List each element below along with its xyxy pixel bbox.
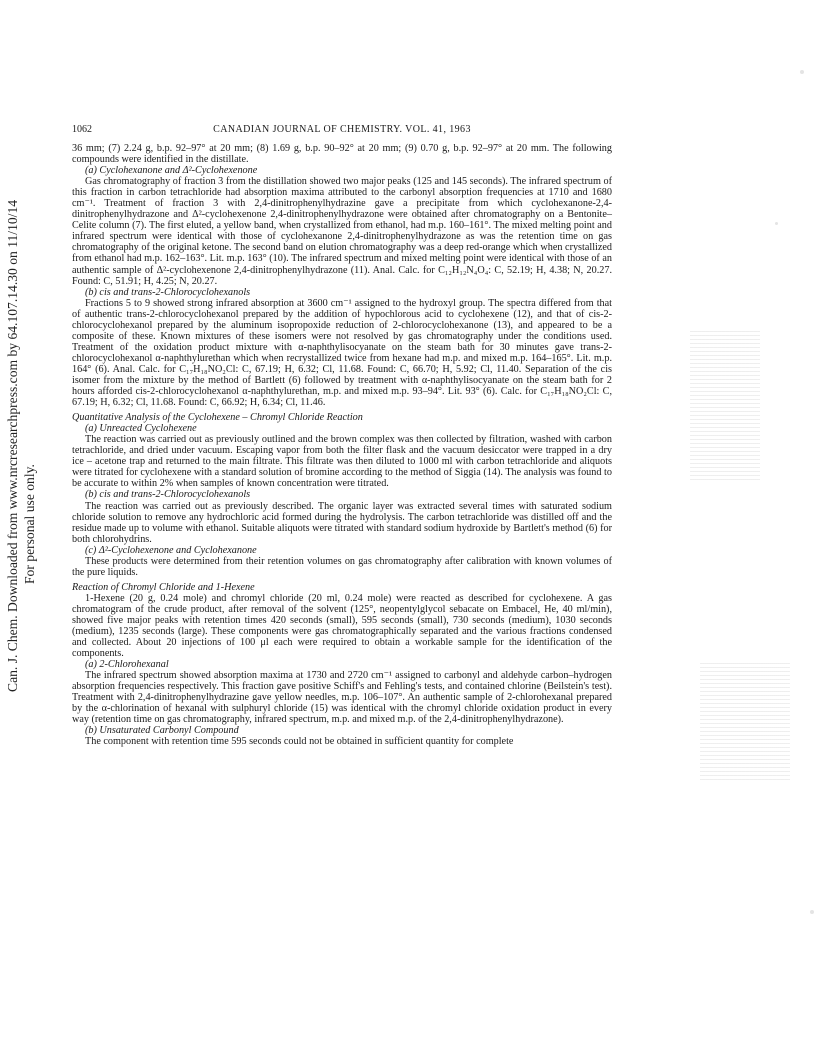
subheading-chlorohexanal: (a) 2-Chlorohexanal bbox=[85, 659, 169, 671]
download-notice bbox=[0, 199, 56, 692]
paragraph: Fractions 5 to 9 showed strong infrared absorption at 3600 cm⁻¹ assigned to the hydroxyl group. The spectra differed from that of authentic trans-2-chlorocyclohexanol prepared by the addition of hypochlorous acid to cyclohexene (12), and that of cis-2-chlorocyclohexanol prepared by the aluminum isopropoxide reduction of 2-chlorocyclohexanone (13), and appeared to be a composite of these. Known mixtures of these isomers were not resolved by gas chromatography under the conditions used. Treatment of the oxidation product mixture with α-naphthylisocyanate on the steam bath for 30 minutes gave trans-2-chlorocyclohexanol α-naphthylurethan which when recrystallized twice from hexane had m.p. and mixed m.p. 164–165°. Lit. m.p. 164° (6). Anal. Calc. for C₁₇H₁₈NO₂Cl: C, 67.19; H, 6.32; Cl, 11.68. Found: C, 66.70; H, 5.92; Cl, 11.40. Separation of the cis isomer from the mixture by the method of Bartlett (6) followed by treatment with α-naphthylisocyanate on the steam bath for 2 hours afforded cis-2-chlorocyclohexanol α-naphthylurethan, m.p. and mixed m.p. 93–94°. Lit. 93° (6). Calc. for C₁₇H₁₈NO₂Cl: C, 67.19; H, 6.32; Cl, 11.68. Found: C, 66.92; H, 6.34; Cl, 11.46. bbox=[72, 297, 612, 409]
paragraph: 1-Hexene (20 g, 0.24 mole) and chromyl chloride (20 ml, 0.24 mole) were reacted as described for cyclohexene. A gas chromatogram of the crude product, after removal of the solvent (125°, neopentylglycol sebacate on Embacel, He, 40 ml/min), showed five major peaks with retention times 420 seconds (small), 595 seconds (small), 730 seconds (medium), 1030 seconds (medium), 1235 seconds (large). These components were gas chromatographically separated and the various fractions condensed and collected. About 20 injections of 100 μl each were required to obtain a workable sample for the identification of the components. bbox=[72, 592, 612, 660]
subheading-unsaturated-carbonyl: (b) Unsaturated Carbonyl Compound bbox=[85, 725, 239, 737]
journal-title: CANADIAN JOURNAL OF CHEMISTRY. VOL. 41, 1963 bbox=[213, 124, 471, 135]
paragraph: 36 mm; (7) 2.24 g, b.p. 92–97° at 20 mm; (8) 1.69 g, b.p. 90–92° at 20 mm; (9) 0.70 g, b.p. 92–97° at 20 mm. The following compounds were identified in the distillate. bbox=[72, 143, 612, 166]
subheading-unreacted-cyclohexene: (a) Unreacted Cyclohexene bbox=[85, 423, 197, 435]
subheading-chlorocyclohexanols: (b) cis and trans-2-Chlorocyclohexanols bbox=[85, 286, 251, 298]
scan-speck bbox=[775, 222, 778, 225]
article-page bbox=[72, 124, 612, 748]
paragraph: Gas chromatography of fraction 3 from the distillation showed two major peaks (125 and 145 seconds). The infrared spectrum of this fraction in carbon tetrachloride had absorption maxima attributed to the carbonyl absorption frequencies at 1710 and 1680 cm⁻¹. Treatment of fraction 3 with 2,4-dinitrophenylhydrazine gave a precipitate from which cyclohexanone-2,4-dinitrophenylhydrazone and Δ²-cyclohexenone 2,4-dinitrophenylhydrazone were obtained after chromatography on a Bentonite–Celite column (7). The first eluted, a yellow band, when crystallized from ethanol, had m.p. 160–161°. The mixed melting point and infrared spectrum were identical with those of cyclohexanone 2,4-dinitrophenylhydrazone as was the retention time on gas chromatography of the original ketone. The second band on elution chromatography was a deep red-orange which when crystallized from ethanol had m.p. 162–163°. Lit. m.p. 163° (10). The infrared spectrum and mixed melting point were identical with those of an authentic sample of Δ²-cyclohexenone 2,4-dinitrophenylhydrazone (11). Anal. Calc. for C₁₂H₁₂N₄O₄: C, 52.19; H, 4.38; N, 20.27. Found: C, 51.91; H, 4.25; N, 20.27. bbox=[72, 176, 612, 287]
section-heading-quantitative-analysis: Quantitative Analysis of the Cyclohexene – Chromyl Chloride Reaction bbox=[72, 412, 363, 424]
paragraph: The reaction was carried out as previously described. The organic layer was extracted several times with saturated sodium chloride solution to remove any hydrochloric acid formed during the hydrolysis. The carbon tetrachloride was distilled off and the residue made up to volume with ethanol. Suitable aliquots were titrated with standard sodium hydroxide by Bartlett's method (6) for both chlorohydrins. bbox=[72, 500, 612, 545]
subheading-cyclohexanone: (a) Cyclohexanone and Δ²-Cyclohexenone bbox=[85, 165, 258, 177]
running-head bbox=[72, 124, 612, 135]
subheading-cyclohexenone: (c) Δ²-Cyclohexenone and Cyclohexanone bbox=[85, 544, 257, 556]
scan-speck bbox=[810, 910, 814, 914]
subheading-chlorocyclohexanols: (b) cis and trans-2-Chlorocyclohexanols bbox=[85, 489, 251, 501]
scan-artifact bbox=[700, 660, 790, 780]
download-notice-line-1: Can. J. Chem. Downloaded from www.nrcresearchpress.com by 64.107.14.30 on 11/10/14 bbox=[5, 199, 20, 692]
paragraph: The component with retention time 595 seconds could not be obtained in sufficient quantity for complete bbox=[85, 736, 514, 748]
page-number: 1062 bbox=[72, 124, 92, 135]
paragraph: The reaction was carried out as previously outlined and the brown complex was then collected by filtration, washed with carbon tetrachloride, and dried under vacuum. Escaping vapor from both the filter flask and the vacuum desiccator were trapped in a dry ice – acetone trap and returned to the main filtrate. This filtrate was then diluted to 1000 ml with carbon tetrachloride and aliquots were titrated for cyclohexene with a standard solution of bromine according to the method of Siggia (14). The analysis was found to be accurate to within 2% when samples of known concentration were titrated. bbox=[72, 434, 612, 490]
scan-speck bbox=[800, 70, 804, 74]
download-notice-line-2: For personal use only. bbox=[22, 464, 37, 584]
paragraph: These products were determined from their retention volumes on gas chromatography after calibration with known volumes of the pure liquids. bbox=[72, 555, 612, 578]
paragraph: The infrared spectrum showed absorption maxima at 1730 and 2720 cm⁻¹ assigned to carbonyl and aldehyde carbon–hydrogen absorption frequencies respectively. This fraction gave positive Schiff's and Fehling's tests, and contained chlorine (Beilstein's test). Treatment with 2,4-dinitrophenylhydrazine gave yellow needles, m.p. 106–107°. An authentic sample of 2-chlorohexanal prepared by the α-chlorination of hexanal with sulphuryl chloride (15) was identical with the chromyl chloride oxidation product in every way (retention time on gas chromatography, infrared spectrum, m.p. and mixed m.p. of the 2,4-dinitrophenylhydrazone). bbox=[72, 670, 612, 726]
section-heading-hexene-reaction: Reaction of Chromyl Chloride and 1-Hexene bbox=[72, 581, 255, 593]
scan-artifact bbox=[690, 330, 760, 480]
